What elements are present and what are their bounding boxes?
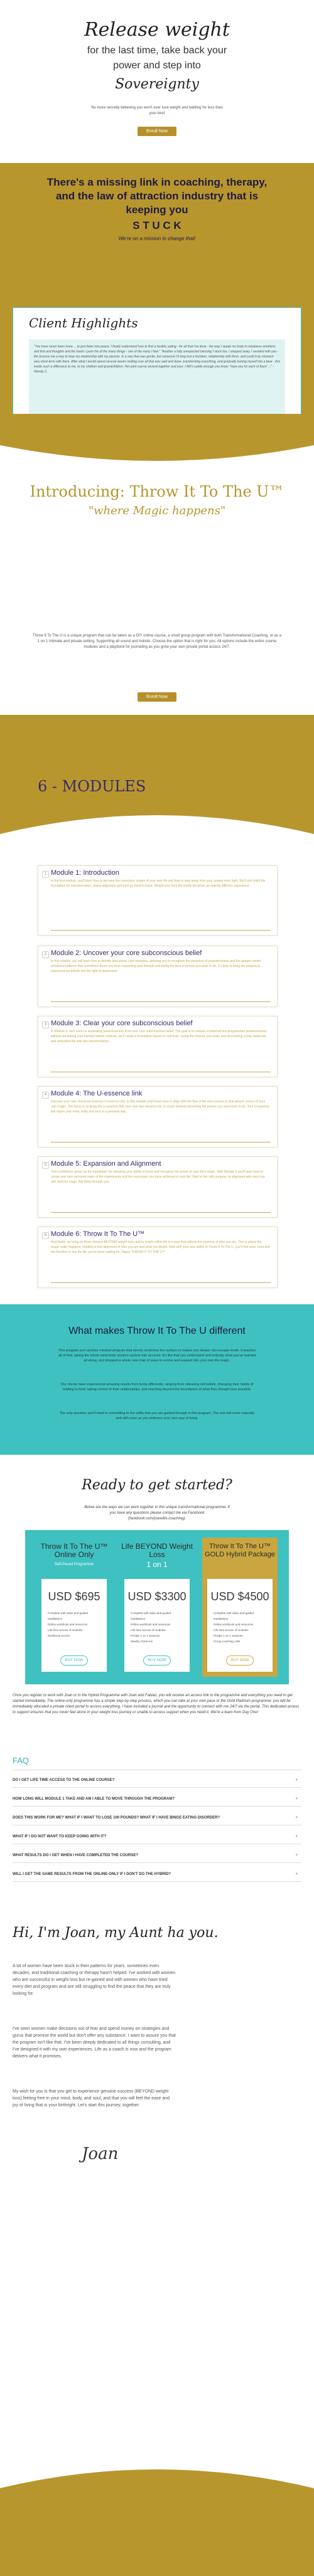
card-body (207, 1579, 273, 1672)
feature-item: Group coaching calls (214, 1640, 241, 1643)
intro-section (0, 414, 314, 715)
module-card-5[interactable] (38, 1156, 278, 1218)
feature-item: Private 1 on 1 sessions (214, 1634, 243, 1637)
card-subtitle: 1 on 1 (146, 1560, 168, 1569)
plus-icon: + (295, 1854, 298, 1857)
mission-text: We're on a mission to change that! (118, 236, 196, 241)
highlights-section (0, 307, 314, 414)
plus-icon: + (295, 1816, 298, 1820)
module-body: Your confidence grows as the foundation for releasing your ability to know and recognize the power of your life's magic. With Module 5 you'll learn how to create your own personal maps of the experiences and the successes you have achieved in your life. Start to live with purpose, in alignment with your true self, and the magic that flows through you. (51, 1170, 265, 1184)
footer-wave (0, 2451, 314, 2576)
missing-link-section (0, 163, 314, 307)
different-p3: The only question you'll need is committing to the shifts that you are guided through in this program. The rest will come naturally and with ease as you embrace your own way of living. (59, 1412, 255, 1420)
faq-item[interactable] (13, 1849, 301, 1863)
hero-subtitle: No more secretly believing you won't ever lose weight and battling for less than your best (91, 106, 223, 115)
feature-item: Life time access of modules (48, 1628, 83, 1632)
stuck-text: S T U C K (133, 219, 181, 231)
module-card-2[interactable] (38, 946, 278, 1007)
different-title: What makes Throw It To The U different (68, 1326, 246, 1336)
ready-title: Ready to get started? (82, 1477, 232, 1493)
faq-question: WILL I GET THE SAME RESULTS FROM THE ONLINE-ONLY IF I DON'T DO THE HYBRID? (13, 1872, 171, 1876)
feature-item: Complete with video and guided meditations (214, 1612, 254, 1620)
about-p2: I've seen women make decisions out of fear and spend money on strategies and gurus that promise the world but don't offer any substance. I want to assure you that the program isn't like that. I've been deeply dedicated to all things consulting, and I've designed it with my own experiences. Life as a coach is now and the program delivers what it promises. (13, 2027, 176, 2059)
after-purchase-text: Once you register to work with Joan or in the Hybrid Programme with Joan and Fabian, you will receive an access link to the programme and everything you need to get started immediately. The online-only programme has a simple step-by-step process, which you can take at your own pace or the Gold Platinum programme; you will be immediately allocated a private client portal to access everything. I have included a journal and the opportunity to connect with me 24/7 via the portal. This dedicated access to support ensures that you never feel alone in your weight loss journey or unable to access support when you need it. We're a team from Day One! (13, 1694, 300, 1714)
module-title: Module 2: Uncover your core subconscious belief (51, 949, 202, 957)
faq-question: WHAT IF I DO NOT WANT TO KEEP GOING WITH IT? (13, 1835, 107, 1839)
card-body (41, 1579, 107, 1672)
module-number: 3 (42, 1021, 49, 1028)
feature-item: Private 1 on 1 sessions (131, 1634, 160, 1637)
pricing-card-2 (119, 1538, 195, 1677)
intro-enroll-button[interactable]: Enroll Now (138, 692, 176, 702)
module-body: In Module 3, we'll work on separating powerlessness from your core subconscious belief. The goal is to release a historical but programmed powerlessness without reinstating your harmful beliefs. Instead, we'll create a foundation based on self-trust, loving the choices you make and discovering a truly balanced and embodied life with this transformation. (51, 1030, 267, 1043)
card-body (124, 1579, 190, 1672)
module-card-6[interactable] (38, 1227, 278, 1288)
about-p1: A lot of women have been stuck in their patterns for years, sometimes even decades, and traditional coaching or therapy hasn't helped. I've worked with women who are successful in weight loss but re-gained and with women who have tried every diet and program and are still struggling to find the peace that they are truly looking for. (13, 1964, 176, 1996)
module-number: 6 (42, 1232, 49, 1239)
module-number: 5 (42, 1162, 49, 1169)
faq-item[interactable] (13, 1830, 301, 1844)
faq-question: DOES THIS WORK FOR ME? WHAT IF I WANT TO LOSE 100 POUNDS? WHAT IF I HAVE BINGE EATING DISORDER? (13, 1816, 220, 1820)
hero-line-1: Release weight (84, 19, 230, 41)
module-number: 2 (42, 951, 49, 958)
highlights-title: Client Highlights (29, 315, 138, 330)
faq-item[interactable] (13, 1811, 301, 1825)
feature-item: Life time access of modules (131, 1628, 166, 1632)
module-body: And finally, we bring on those dreams BEYOND weight loss, and to create within life in a way that reflects the essence of who you are. This is where the magic really happens, creating a true alignment of who you are and what you desire. Now with your new ability to Throw It To The U, you'll find ease, trust and the freedom to live the life you've been waiting for. Happy THROW IT TO THE U™ (51, 1240, 270, 1254)
plus-icon: + (295, 1778, 298, 1782)
feature-item: Complete with video and guided meditations (131, 1612, 171, 1620)
module-title: Module 5: Expansion and Alignment (51, 1160, 161, 1168)
plus-icon: + (295, 1835, 298, 1839)
module-underline (51, 1212, 271, 1213)
signature: Joan (82, 2145, 119, 2163)
feature-item: Online workbook and resources (131, 1623, 171, 1626)
module-card-3[interactable] (38, 1016, 278, 1077)
card-features (131, 1610, 186, 1644)
intro-title: Introducing: Throw It To The U™ (30, 483, 284, 500)
module-underline (51, 930, 271, 931)
intro-body: Throw It To The U is a unique program that can be taken as a DIY online course, a small group program with both Transformational Coaching, or as a 1 on 1 Intimate and private setting. Supporting all sound and holistic. Choose the option that is right for you. All options include the entire course modules and a playbook for journaling as you grow your own private portal access 24/7. (33, 634, 281, 649)
pricing-card-1 (36, 1538, 112, 1677)
module-underline (51, 1001, 271, 1002)
feature-item: Weekly check-ins (131, 1640, 153, 1643)
card-subtitle: Self-Paced Programme (54, 1563, 94, 1566)
feature-item: Life time access of modules (214, 1628, 249, 1632)
card-price: USD $3300 (127, 1590, 187, 1603)
card-title: Throw It To The U™ GOLD Hybrid Package (205, 1543, 275, 1558)
gold-wave (0, 414, 314, 464)
module-number: 4 (42, 1092, 49, 1099)
card-title: Throw It To The U™ Online Only (40, 1542, 108, 1559)
different-p2: Our clients have experienced amazing results from living differently, ranging from releasing old beliefs, changing their habits of relating to food, taking control of their relationships, and reaching beyond the boundaries of what they thought was possible. (60, 1383, 254, 1391)
card-price: USD $695 (48, 1590, 100, 1603)
ready-section (0, 1455, 314, 1538)
feature-item: Online workbook and resources (214, 1623, 254, 1626)
modules-title: 6 - MODULES (38, 778, 146, 795)
module-card-1[interactable] (38, 865, 278, 936)
plus-icon: + (295, 1797, 298, 1801)
highlights-quote-text: "You have never been more ... to just listen into peace. I finally understand how to find a healthy eating - for all that I've done - the way I speak my body to rebalance emotions and find and thoughts and the foods I push the of the many things - one of the many I feel." "Another a fully unexpected blessing I stuck too. I stepped away. I avoided with you - the lessons me a way to hear my relationship with my parents. In a way that was gentle, but someone I'd long lost a fourteen, relationship with them, and could truly stomach very short-term with them. After what I would spend several weeks mulling over all that was said and done, transforming everything, and gradually turning myself into a bear - this inside such a difference to me, to my children and grandchildren. Her joint course several together and your. I AM's subtle enough you know: 'have you for each of them' ..." - Wendy C. (34, 345, 280, 374)
missing-link-title: There's a missing link in coaching, therapy, and the law of attraction industry that is keeping you (46, 176, 268, 216)
module-title: Module 6: Throw It To The U™ (51, 1230, 145, 1238)
plus-icon: + (295, 1872, 298, 1876)
hero-line-4: Sovereignty (115, 77, 199, 92)
buy-now-button[interactable]: BUY NOW (226, 1655, 254, 1665)
faq-question: DO I GET LIFE TIME ACCESS TO THE ONLINE COURSE? (13, 1778, 115, 1782)
card-price: USD $4500 (210, 1590, 269, 1603)
hero-line-3: power and step into (113, 60, 201, 71)
card-title: Life BEYOND Weight Loss (121, 1542, 193, 1559)
card-features (48, 1610, 103, 1639)
hero-enroll-button[interactable]: Enroll Now (138, 127, 176, 136)
module-body: In the first module, you'll learn how to become the conscious creator of your own life and how to step away from your unique inner light. We'll also build the foundation for transformation, where alignment and trust go hand in hand. Weight loss from the inside becomes an entirely different experience. (51, 879, 266, 888)
faq-question: WHAT RESULTS DO I GET WHEN I HAVE COMPLETED THE COURSE? (13, 1854, 139, 1857)
hero-line-2: for the last time, take back your (87, 45, 227, 56)
faq-title: FAQ (13, 1756, 30, 1765)
module-body: In this module, you will learn how to identify and unlock your emotions, allowing you to recognize the presence of powerlessness and the deeper rooted emotional patterns that sometimes throw you from supporting your lifestyle and being the kind of person you want to be. It's time to bring the powerless subconscious beliefs into the light of awareness. (51, 959, 261, 973)
buy-now-button[interactable]: BUY NOW (60, 1655, 88, 1665)
feature-item: Online workbook and resources (48, 1623, 88, 1626)
module-title: Module 4: The U-essence link (51, 1090, 143, 1097)
faq-item[interactable] (13, 1773, 301, 1788)
faq-question: HOW LONG WILL MODULE 1 TAKE AND AM I ABLE TO MOVE THROUGH THE PROGRAM? (13, 1797, 175, 1801)
about-title: Hi, I'm Joan, my Aunt ha you. (13, 1925, 219, 1941)
module-card-4[interactable] (38, 1086, 278, 1148)
module-number: 1 (42, 871, 49, 878)
ready-subtitle: Below are the ways we can work together in this unique transformational programme. If you have any questions please contact me via Facebook (facebook.com/joanellis.coaching). (84, 1506, 230, 1521)
module-body: Discover your own Universal Essence U-essence link. In this module you'll learn how to align with the flow of life and connect to that deeper source of your own magic. The focus is on living the U-essence that your soul was meant to be, to reach towards becoming the person you were born to be. Your U-essence link aligns your mind, body and soul in a personal way. (51, 1100, 269, 1114)
faq-item[interactable] (13, 1792, 301, 1807)
pricing-card-3 (202, 1538, 278, 1677)
feature-item: Workbook access (48, 1634, 70, 1637)
module-underline (51, 1142, 271, 1143)
card-features (214, 1610, 269, 1644)
faq-item[interactable] (13, 1867, 301, 1882)
about-p3: My wish for you is that you get to experience genuine success (BEYOND weight loss) feeling free in your mind, body, and soul, and that you will feel the ease and joy of living that is your birthright. Let's start this journey, together. (13, 2089, 170, 2108)
different-p1: This program isn't another mindset program that merely scratches the surface or makes you deeper into escape mode. It teaches all of that, taking the whole mind body wisdom system into account. It's like that you understand and embody what you've learned all along, and dropped a whole new map of ways to evolve and expand into your own life magic. (58, 1349, 256, 1363)
different-section (0, 1304, 314, 1455)
feature-item: Complete with video and guided meditations (48, 1612, 89, 1620)
buy-now-button[interactable]: BUY NOW (143, 1655, 171, 1665)
module-title: Module 1: Introduction (51, 869, 119, 877)
module-title: Module 3: Clear your core subconscious belief (51, 1020, 193, 1027)
hero-section (0, 0, 314, 163)
intro-subtitle: "where Magic happens" (88, 504, 226, 517)
module-underline (51, 1282, 271, 1283)
